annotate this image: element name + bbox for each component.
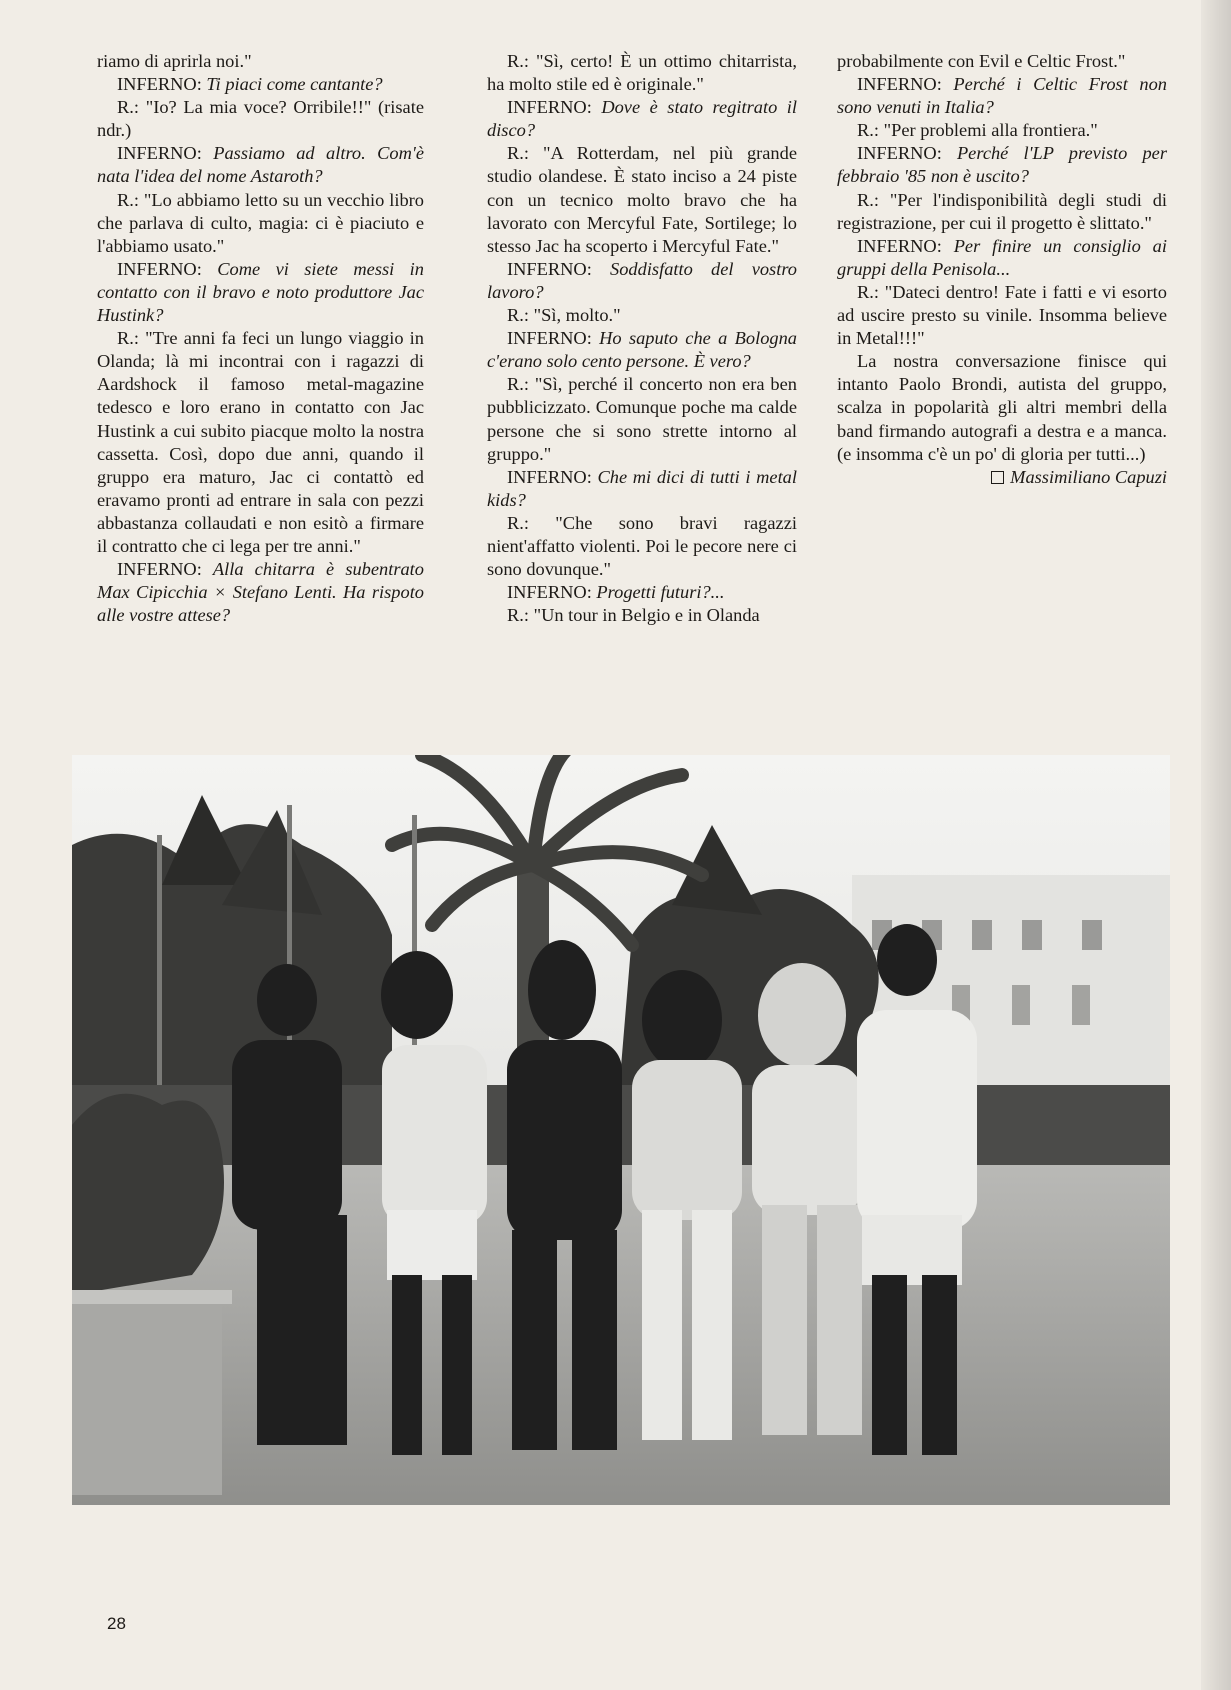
interview-question	[487, 466, 797, 512]
paragraph-text: "Per problemi alla frontiera."	[883, 120, 1098, 141]
author-signature	[837, 466, 1167, 489]
paragraph-text: Ti piaci come cantante?	[206, 74, 383, 95]
paragraph-text: "Io? La mia voce? Orribile!!" (risate ndr.)	[97, 97, 424, 141]
interview-answer	[487, 373, 797, 465]
author-name: Massimiliano Capuzi	[1010, 466, 1167, 487]
paragraph-text: "Che sono bravi ragazzi nient'affatto violenti. Poi le pecore nere ci sono dovunque."	[487, 512, 797, 580]
speaker-label: R.:	[507, 51, 529, 71]
interview-question	[97, 73, 424, 96]
speaker-label: INFERNO:	[507, 328, 592, 349]
paragraph-text: "Un tour in Belgio e in Olanda	[533, 605, 760, 626]
paragraph-text: probabilmente con Evil e Celtic Frost."	[837, 51, 1126, 71]
interview-answer	[487, 142, 797, 257]
interview-answer	[837, 189, 1167, 235]
paragraph-text: "A Rotterdam, nel più grande studio olandese. È stato inciso a 24 piste con un tecnico molto bravo che ha lavorato con Mercyful Fate, Sortilege; lo stesso Jac ha scoperto i Mercyful Fate."	[487, 143, 797, 256]
interview-answer	[487, 304, 797, 327]
article-column-3	[837, 50, 1167, 489]
speaker-label: INFERNO:	[507, 582, 592, 603]
interview-question	[487, 96, 797, 142]
speaker-label: INFERNO:	[857, 235, 942, 256]
paragraph-text: Per finire un consiglio ai gruppi della Penisola...	[837, 235, 1167, 279]
speaker-label: R.:	[857, 281, 879, 302]
interview-question	[97, 258, 424, 327]
speaker-label: R.:	[507, 305, 529, 326]
interview-question	[837, 73, 1167, 119]
paragraph-text: "Per l'indisponibilità degli studi di registrazione, per cui il progetto è slittato."	[837, 189, 1168, 233]
speaker-label: INFERNO:	[117, 143, 202, 164]
paragraph-text: Come vi siete messi in contatto con il bravo e noto produttore Jac Hustink?	[97, 258, 424, 326]
speaker-label: R.:	[857, 189, 879, 210]
interview-question	[487, 258, 797, 304]
speaker-label: R.:	[117, 97, 139, 118]
interview-answer	[97, 189, 424, 258]
page-edge-shadow	[1201, 0, 1231, 1690]
paragraph-text: Progetti futuri?...	[596, 582, 725, 603]
speaker-label: R.:	[117, 328, 139, 349]
paragraph-text: "Sì, perché il concerto non era ben pubblicizzato. Comunque poche ma calde persone che si sono strette intorno al gruppo."	[487, 374, 797, 464]
paragraph-text: "Sì, molto."	[533, 305, 621, 326]
speaker-label: INFERNO:	[117, 258, 202, 279]
paragraph-text: "Lo abbiamo letto su un vecchio libro che parlava di culto, magia: ci è piaciuto e l'abbiamo usato."	[97, 189, 424, 256]
speaker-label: INFERNO:	[507, 97, 592, 118]
interview-answer	[487, 50, 797, 96]
speaker-label: INFERNO:	[117, 559, 202, 580]
speaker-label: INFERNO:	[117, 74, 202, 95]
page-number: 28	[107, 1614, 126, 1633]
interview-answer	[97, 327, 424, 558]
paragraph-text: Soddisfatto del vostro lavoro?	[487, 258, 797, 302]
article-column-2	[487, 50, 797, 627]
article-column-1	[97, 50, 424, 627]
interview-question	[97, 558, 424, 627]
interview-answer	[487, 512, 797, 581]
interview-answer	[837, 350, 1167, 465]
interview-answer	[97, 96, 424, 142]
speaker-label: R.:	[117, 189, 139, 210]
paragraph-text: Perché l'LP previsto per febbraio '85 non è uscito?	[837, 143, 1167, 187]
interview-question	[837, 235, 1167, 281]
speaker-label: INFERNO:	[857, 74, 942, 95]
paragraph-text: Che mi dici di tutti i metal kids?	[487, 466, 797, 510]
paragraph-text: Dove è stato regitrato il disco?	[487, 97, 797, 141]
speaker-label: INFERNO:	[507, 258, 592, 279]
speaker-label: R.:	[507, 374, 529, 395]
band-photo	[72, 755, 1170, 1505]
interview-question	[487, 327, 797, 373]
end-mark-box	[991, 471, 1004, 484]
interview-question	[487, 581, 797, 604]
speaker-label: R.:	[507, 143, 529, 164]
interview-answer	[837, 119, 1167, 142]
interview-answer	[837, 281, 1167, 350]
continued-paragraph	[97, 50, 424, 73]
paragraph-text: Ho saputo che a Bologna c'erano solo cento persone. È vero?	[487, 328, 797, 372]
paragraph-text: "Tre anni fa feci un lungo viaggio in Olanda; là mi incontrai con i ragazzi di Aardshock il famoso metal-magazine tedesco e loro erano in contatto con Jac Hustink a cui subito piacque molto la nostra cassetta. Così, dopo due anni, quando il gruppo era maturo, Jac ci contattò ed eravamo pronti ad entrare in sala con pezzi abbastanza collaudati e non esitò a firmare il contratto che ci lega per tre anni."	[97, 328, 424, 556]
speaker-label: R.:	[507, 512, 529, 533]
continued-paragraph	[837, 50, 1167, 73]
speaker-label: R.:	[507, 605, 529, 626]
speaker-label: INFERNO:	[857, 143, 942, 164]
interview-question	[837, 142, 1167, 188]
paragraph-text: riamo di aprirla noi."	[97, 51, 252, 71]
interview-answer	[487, 604, 797, 627]
paragraph-text: Passiamo ad altro. Com'è nata l'idea del nome Astaroth?	[97, 143, 424, 187]
paragraph-text: "Sì, certo! È un ottimo chitarrista, ha molto stile ed è originale."	[487, 51, 797, 95]
paragraph-text: Alla chitarra è subentrato Max Cipicchia × Stefano Lenti. Ha rispoto alle vostre attese?	[97, 559, 424, 626]
speaker-label: INFERNO:	[507, 466, 592, 487]
paragraph-text: La nostra conversazione finisce qui intanto Paolo Brondi, autista del gruppo, scalza in popolarità gli altri membri della band firmando autografi a destra e a manca. (e insomma c'è un po' di gloria per tutti...)	[837, 351, 1167, 464]
speaker-label: R.:	[857, 120, 879, 141]
paragraph-text: Perché i Celtic Frost non sono venuti in Italia?	[837, 74, 1167, 118]
paragraph-text: "Dateci dentro! Fate i fatti e vi esorto ad uscire presto su vinile. Insomma believe in Metal!!!"	[837, 281, 1167, 349]
interview-question	[97, 142, 424, 188]
